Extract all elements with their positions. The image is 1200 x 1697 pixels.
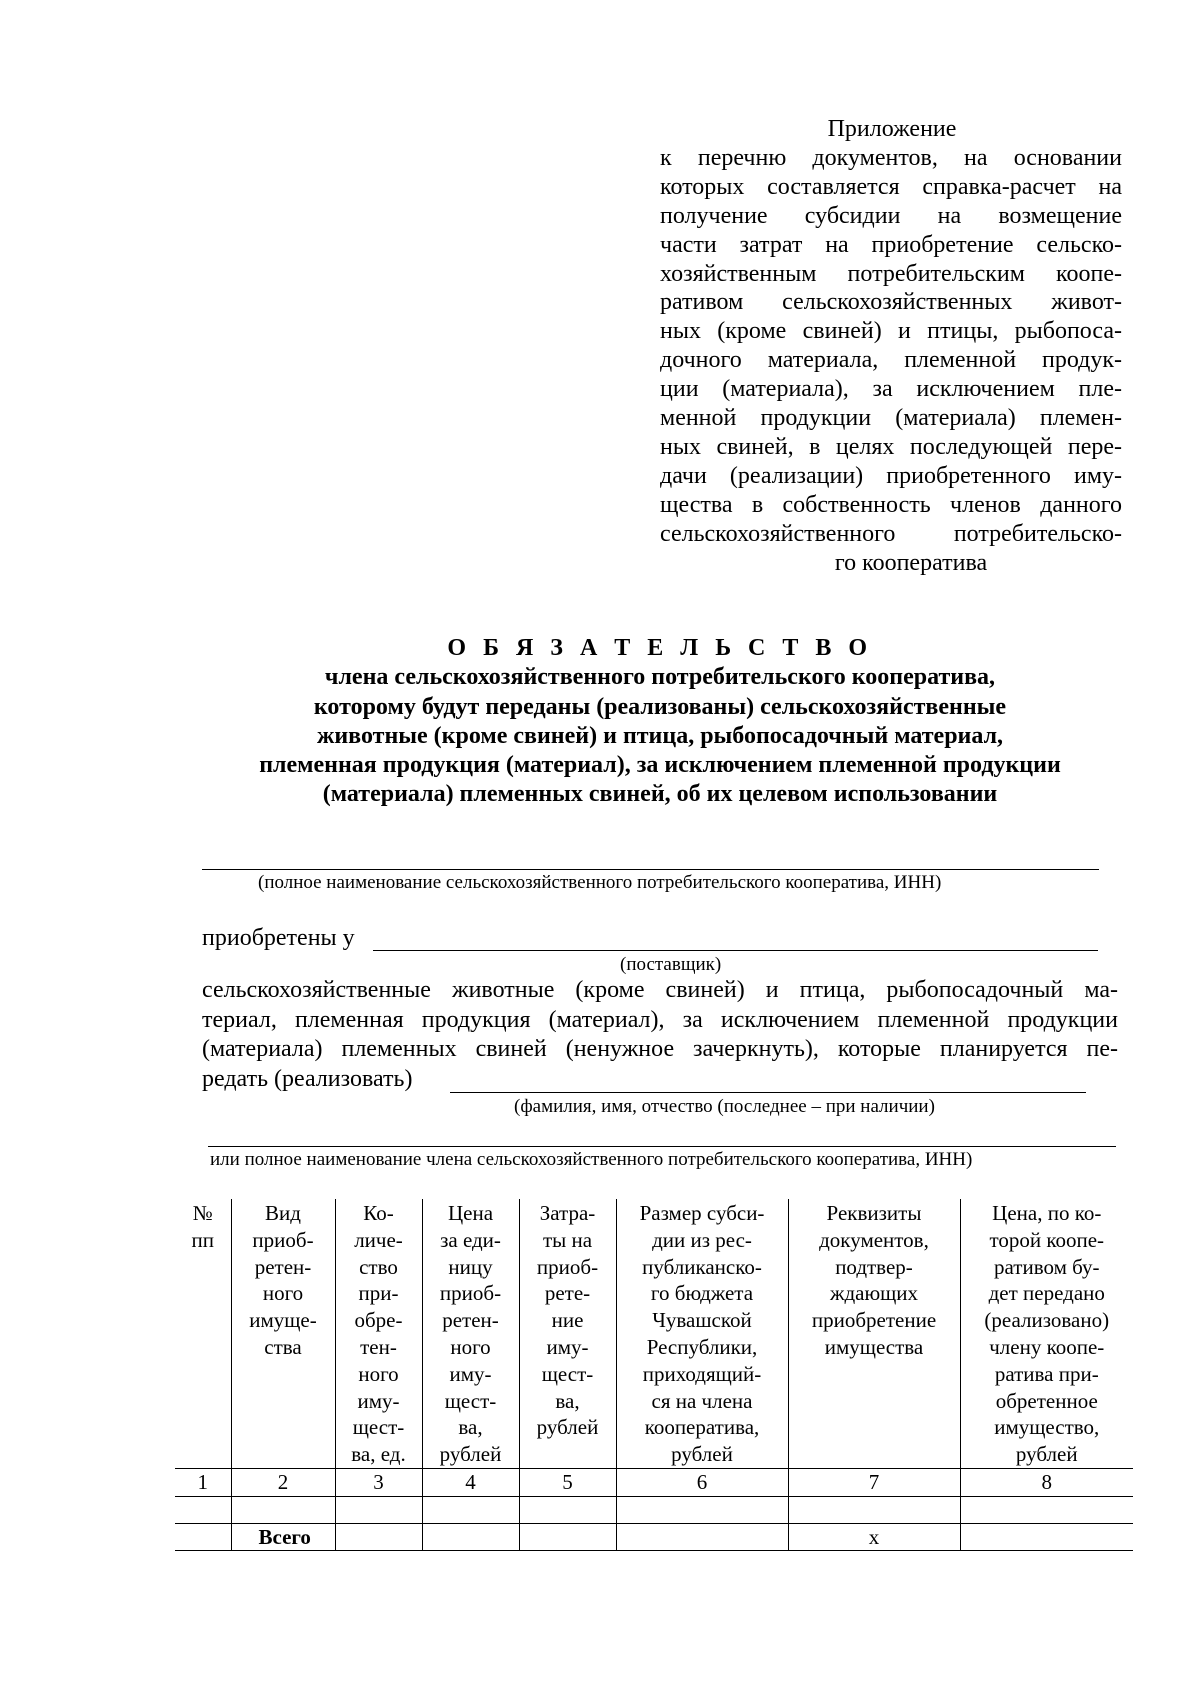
- header-line: ва,: [555, 1388, 580, 1413]
- header-line: ся на члена: [651, 1388, 753, 1413]
- header-cell-documents: [788, 1199, 960, 1468]
- header-line: члену коопе-: [989, 1334, 1105, 1359]
- header-line: приоб-: [439, 1281, 502, 1306]
- header-line: тен-: [360, 1334, 397, 1359]
- body-paragraph: [202, 976, 1118, 1094]
- header-line: приобретение: [811, 1308, 937, 1333]
- coop-name-caption: (полное наименование сельскохозяйственного потребительского кооператива, ИНН): [258, 872, 942, 893]
- coop-name-line[interactable]: [202, 869, 1099, 870]
- header-line: кооператива,: [644, 1415, 760, 1440]
- header-line: за еди-: [440, 1227, 501, 1252]
- header-line: ждающих: [829, 1281, 919, 1306]
- column-number: 7: [788, 1468, 960, 1496]
- header-line: рублей: [671, 1442, 733, 1467]
- header-line: рублей: [1015, 1442, 1078, 1467]
- table-header-row: [175, 1199, 1133, 1468]
- acquired-from-label: приобретены у: [202, 925, 355, 951]
- header-line: ницу: [448, 1254, 493, 1279]
- member-name-line[interactable]: [208, 1146, 1116, 1147]
- header-line: пп: [191, 1227, 214, 1252]
- appendix-line: хозяйственным потребительским коопе-: [660, 260, 1122, 287]
- appendix-title: Приложение: [827, 116, 957, 142]
- header-line: ративом бу-: [994, 1254, 1100, 1279]
- recipient-line[interactable]: [450, 1092, 1086, 1093]
- appendix-block: [660, 115, 1122, 578]
- header-line: щест-: [352, 1415, 405, 1440]
- supplier-line[interactable]: [373, 950, 1098, 951]
- appendix-line: которых составляется справка-расчет на: [660, 173, 1122, 200]
- table-cell[interactable]: [231, 1496, 335, 1523]
- table-cell[interactable]: [616, 1523, 788, 1550]
- appendix-line: менной продукции (материала) племен-: [660, 405, 1122, 432]
- header-line: ратива при-: [994, 1361, 1099, 1386]
- column-number: 1: [175, 1468, 231, 1496]
- document-heading: [150, 634, 1170, 810]
- header-line: иму-: [546, 1334, 589, 1359]
- header-line: ты на: [542, 1227, 593, 1252]
- header-cell-costs: [519, 1199, 616, 1468]
- header-line: личе-: [354, 1227, 403, 1252]
- appendix-line: сельскохозяйственного потребительско-: [660, 520, 1122, 547]
- column-number: 6: [616, 1468, 788, 1496]
- header-line: иму-: [357, 1388, 400, 1413]
- table-cell[interactable]: [960, 1496, 1133, 1523]
- header-line: Цена, по ко-: [992, 1201, 1102, 1225]
- header-line: дии из рес-: [652, 1227, 752, 1252]
- table-cell[interactable]: [422, 1496, 519, 1523]
- table-row: [175, 1496, 1133, 1523]
- appendix-line: дочного материала, племенной продук-: [660, 347, 1122, 374]
- header-line: ство: [359, 1254, 398, 1279]
- header-line: документов,: [819, 1227, 929, 1252]
- column-number: 3: [335, 1468, 422, 1496]
- header-line: рете-: [544, 1281, 591, 1306]
- table-cell[interactable]: [335, 1523, 422, 1550]
- header-cell-unit-price: [422, 1199, 519, 1468]
- header-line: щест-: [444, 1388, 497, 1413]
- table-cell[interactable]: [616, 1496, 788, 1523]
- header-cell-quantity: [335, 1199, 422, 1468]
- appendix-line: ных свиней, в целях последующей пере-: [660, 433, 1122, 460]
- header-line: ного: [450, 1334, 491, 1359]
- table-cell[interactable]: [960, 1523, 1133, 1550]
- header-line: приоб-: [536, 1254, 599, 1279]
- header-line: Затра-: [539, 1201, 596, 1225]
- transfer-label: редать (реализовать): [202, 1065, 413, 1092]
- header-line: иму-: [449, 1361, 492, 1386]
- heading-line: которому будут переданы (реализованы) сельскохозяйственные: [313, 693, 1007, 720]
- appendix-text: [660, 144, 1122, 549]
- header-line: рублей: [536, 1415, 599, 1440]
- header-line: публиканско-: [642, 1254, 762, 1279]
- header-line: Реквизиты: [826, 1201, 922, 1225]
- column-number: 8: [960, 1468, 1133, 1496]
- document-subtitle: [150, 663, 1170, 809]
- header-line: ние: [551, 1308, 584, 1333]
- table-cell[interactable]: [519, 1496, 616, 1523]
- table-cell[interactable]: [175, 1496, 231, 1523]
- header-line: дет передано: [988, 1281, 1105, 1306]
- header-line: щест-: [541, 1361, 594, 1386]
- header-cell-subsidy: [616, 1199, 788, 1468]
- total-label: Всего: [231, 1523, 335, 1550]
- table-cell[interactable]: [788, 1496, 960, 1523]
- header-line: подтвер-: [835, 1254, 913, 1279]
- header-line: ного: [262, 1281, 304, 1306]
- header-line: ретен-: [254, 1254, 312, 1279]
- table-cell: [175, 1523, 231, 1550]
- member-name-caption: или полное наименование члена сельскохозяйственного потребительского кооператива, ИНН): [210, 1149, 973, 1170]
- appendix-line: ративом сельскохозяйственных живот-: [660, 289, 1122, 316]
- table-cell[interactable]: [519, 1523, 616, 1550]
- appendix-line: ных (кроме свиней) и птицы, рыбопоса-: [660, 318, 1122, 345]
- table-cell[interactable]: [422, 1523, 519, 1550]
- appendix-line: части затрат на приобретение сельско-: [660, 231, 1122, 258]
- column-number: 2: [231, 1468, 335, 1496]
- header-line: (реализовано): [984, 1308, 1110, 1333]
- header-line: Ко-: [363, 1201, 394, 1225]
- table-cell[interactable]: [335, 1496, 422, 1523]
- header-line: ного: [358, 1361, 399, 1386]
- paragraph-line: териал, племенная продукция (материал), за исключением племенной продукции: [202, 1006, 1118, 1033]
- appendix-line: получение субсидии на возмещение: [660, 202, 1122, 229]
- total-row: [175, 1523, 1133, 1550]
- paragraph-line: (материала) племенных свиней (ненужное зачеркнуть), которые планируется пе-: [202, 1036, 1118, 1062]
- appendix-line: дачи (реализации) приобретенного иму-: [660, 462, 1122, 489]
- header-line: Размер субси-: [639, 1201, 765, 1225]
- appendix-line: к перечню документов, на основании: [660, 144, 1122, 171]
- paragraph-line: сельскохозяйственные животные (кроме свиней) и птица, рыбопосадочный ма-: [202, 977, 1118, 1003]
- header-line: имуще-: [249, 1308, 317, 1333]
- header-line: рублей: [439, 1442, 502, 1467]
- column-number: 4: [422, 1468, 519, 1496]
- header-line: торой коопе-: [989, 1227, 1105, 1252]
- header-line: имущество,: [994, 1415, 1100, 1440]
- header-cell-transfer-price: [960, 1199, 1133, 1468]
- document-title: О Б Я З А Т Е Л Ь С Т В О: [447, 635, 873, 661]
- header-line: Вид: [265, 1201, 301, 1225]
- heading-line: (материала) племенных свиней, об их целевом использовании: [322, 781, 998, 808]
- heading-line: животные (кроме свиней) и птица, рыбопосадочный материал,: [316, 722, 1004, 749]
- property-table: [175, 1199, 1133, 1551]
- header-line: при-: [358, 1281, 399, 1306]
- header-line: Республики,: [646, 1334, 758, 1359]
- header-line: №: [192, 1201, 213, 1225]
- header-line: приходящий-: [642, 1361, 762, 1386]
- appendix-line: щества в собственность членов данного: [660, 491, 1122, 518]
- header-line: имущества: [824, 1334, 924, 1359]
- header-line: обретенное: [995, 1388, 1098, 1413]
- header-line: ретен-: [442, 1308, 499, 1333]
- header-line: Цена: [447, 1201, 494, 1225]
- appendix-last-line: го кооператива: [834, 549, 988, 576]
- header-line: ва, ед.: [351, 1442, 406, 1467]
- header-cell-property-type: [231, 1199, 335, 1468]
- fio-caption: (фамилия, имя, отчество (последнее – при наличии): [514, 1096, 935, 1117]
- header-line: Чувашской: [652, 1308, 752, 1333]
- header-cell-number: [175, 1199, 231, 1468]
- header-line: го бюджета: [650, 1281, 754, 1306]
- heading-line: племенная продукция (материал), за исключением племенной продукции: [259, 752, 1061, 779]
- appendix-line: ции (материала), за исключением пле-: [660, 376, 1122, 403]
- total-mark: х: [788, 1523, 960, 1550]
- header-line: приоб-: [252, 1227, 314, 1252]
- header-line: ства: [264, 1334, 302, 1359]
- column-number: 5: [519, 1468, 616, 1496]
- supplier-caption: (поставщик): [620, 954, 722, 975]
- column-numbers-row: [175, 1468, 1133, 1496]
- heading-line: члена сельскохозяйственного потребительского кооператива,: [324, 664, 996, 691]
- header-line: обре-: [354, 1308, 403, 1333]
- header-line: ва,: [458, 1415, 483, 1440]
